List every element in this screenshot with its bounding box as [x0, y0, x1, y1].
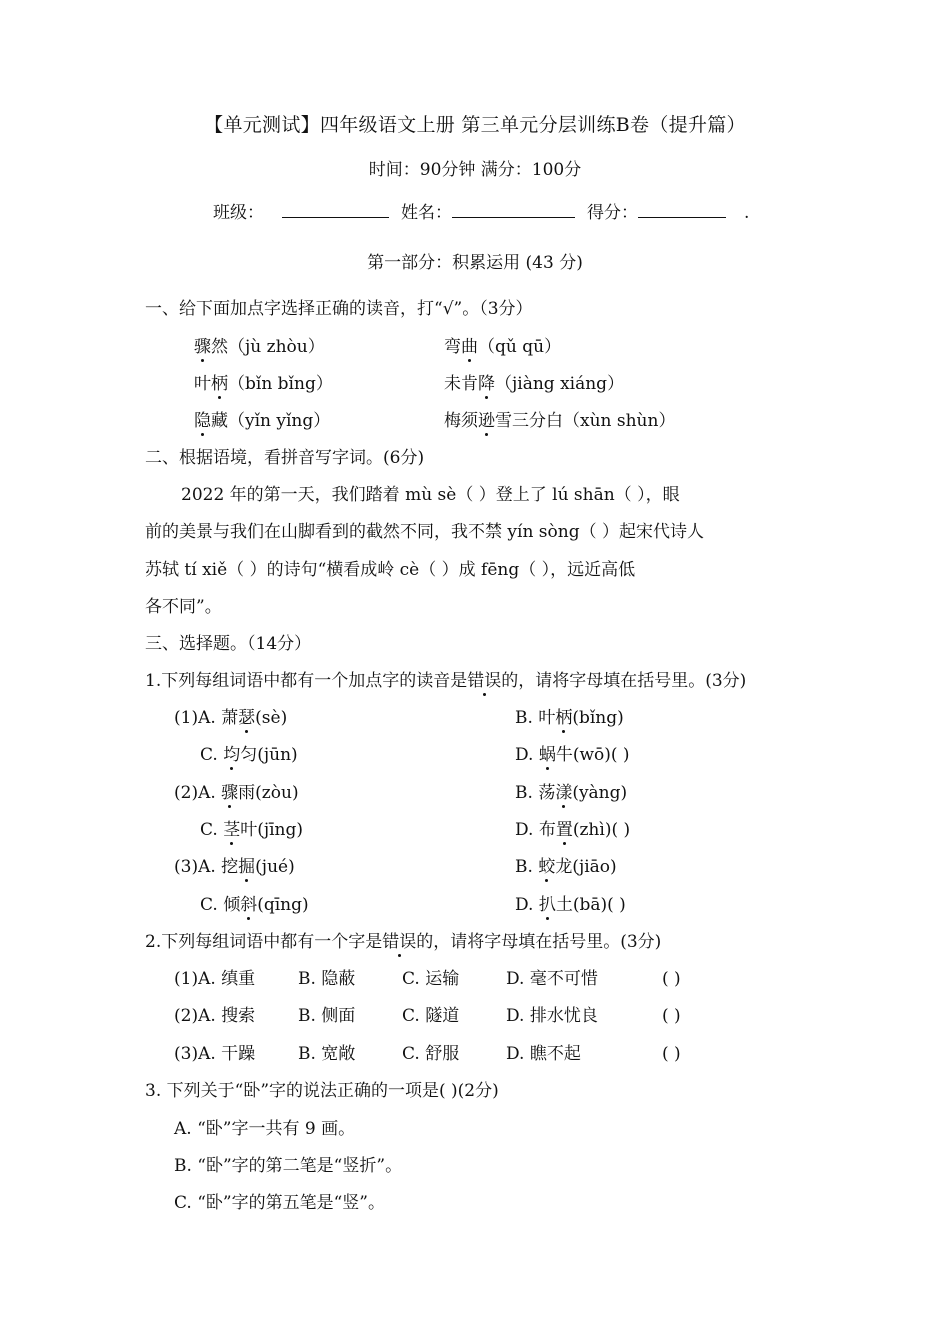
q2-line: 各不同”。 [145, 597, 222, 617]
q3-heading: 三、选择题。（14分） [145, 634, 312, 654]
q1-heading: 一、给下面加点字选择正确的读音，打“√”。（3分） [145, 299, 533, 319]
time-info: 时间：90分钟 满分：100分 [368, 160, 582, 180]
q3-sub1-option: C. 均匀(jūn) [200, 745, 298, 765]
q3-sub1-option: B. 荡漾(yàng) [515, 783, 628, 803]
q3-sub1-option: (2)A. 骤雨(zòu) [174, 783, 299, 803]
trailing-dot: . [744, 203, 750, 223]
q3-sub1-option: D. 扒土(bā)( ) [515, 895, 626, 915]
score-label: 得分： [587, 203, 638, 223]
score-blank[interactable] [638, 201, 726, 218]
q3-sub2-option-c: C. 舒服 [402, 1044, 460, 1064]
q3-sub2-option-d: D. 瞧不起 [506, 1044, 581, 1064]
q3-sub3-option: B. “卧”字的第二笔是“竖折”。 [174, 1156, 403, 1176]
q3-sub2-option-a: (3)A. 干躁 [174, 1044, 256, 1064]
part1-title: 第一部分：积累运用 (43 分) [367, 253, 583, 273]
document-title: 【单元测试】四年级语文上册 第三单元分层训练B卷（提升篇） [204, 114, 746, 136]
q3-sub1-question: 1.下列每组词语中都有一个加点字的读音是错误的，请将字母填在括号里。(3分) [145, 671, 747, 691]
q3-sub2-option-d: D. 排水忧良 [506, 1006, 598, 1026]
name-blank[interactable] [452, 201, 575, 218]
dotted-emphasis: 错误 [467, 671, 502, 691]
answer-parens[interactable]: ( ) [662, 969, 681, 989]
q2-heading: 二、根据语境，看拼音写字词。(6分) [145, 448, 425, 468]
dotted-emphasis: 错误 [382, 932, 417, 952]
q3-sub2-option-a: (2)A. 搜索 [174, 1006, 256, 1026]
q1-item: 未肯降（jiàng xiáng） [444, 374, 625, 394]
q3-sub1-option: D. 布置(zhì)( ) [515, 820, 631, 840]
q3-sub1-option: (1)A. 萧瑟(sè) [174, 708, 288, 728]
q3-sub1-option: (3)A. 挖掘(jué) [174, 857, 295, 877]
q1-item: 叶柄（bǐn bǐng） [194, 374, 333, 394]
q3-sub2-option-b: B. 隐蔽 [298, 969, 356, 989]
q3-sub2-option-b: B. 宽敞 [298, 1044, 356, 1064]
q3-sub2-option-c: C. 隧道 [402, 1006, 460, 1026]
q3-sub2-option-c: C. 运输 [402, 969, 460, 989]
q3-sub3-option: C. “卧”字的第五笔是“竖”。 [174, 1193, 385, 1213]
q3-sub1-option: D. 蜗牛(wō)( ) [515, 745, 630, 765]
q2-line: 2022 年的第一天，我们踏着 mù sè（ ）登上了 lú shān（ ），眼 [181, 485, 680, 505]
student-info-line [213, 201, 749, 224]
q2-line: 前的美景与我们在山脚看到的截然不同，我不禁 yín sòng（ ）起宋代诗人 [145, 522, 704, 542]
q1-item: 弯曲（qǔ qū） [444, 337, 562, 357]
answer-parens[interactable]: ( ) [662, 1044, 681, 1064]
name-label: 姓名： [401, 203, 452, 223]
q3-sub1-option: C. 茎叶(jīng) [200, 820, 304, 840]
q1-item: 骤然（jù zhòu） [194, 337, 325, 357]
q3-sub1-option: B. 叶柄(bǐng) [515, 708, 624, 728]
q2-line: 苏轼 tí xiě（ ）的诗句“横看成岭 cè（ ）成 fēng（ ），远近高低 [145, 560, 636, 580]
q3-sub2-option-a: (1)A. 缜重 [174, 969, 256, 989]
q1-item: 梅须逊雪三分白（xùn shùn） [444, 411, 676, 431]
class-blank[interactable] [282, 201, 389, 218]
q3-sub2-question: 2.下列每组词语中都有一个字是错误的，请将字母填在括号里。(3分) [145, 932, 662, 952]
q3-sub1-option: C. 倾斜(qīng) [200, 895, 309, 915]
q3-sub3-question: 3. 下列关于“卧”字的说法正确的一项是( )(2分) [145, 1081, 499, 1101]
q1-item: 隐藏（yǐn yǐng） [194, 411, 331, 431]
q3-sub2-option-d: D. 毫不可惜 [506, 969, 598, 989]
class-label: 班级： [213, 203, 264, 223]
q3-sub2-option-b: B. 侧面 [298, 1006, 356, 1026]
q3-sub3-option: A. “卧”字一共有 9 画。 [174, 1119, 356, 1139]
q3-sub1-option: B. 蛟龙(jiāo) [515, 857, 617, 877]
answer-parens[interactable]: ( ) [662, 1006, 681, 1026]
